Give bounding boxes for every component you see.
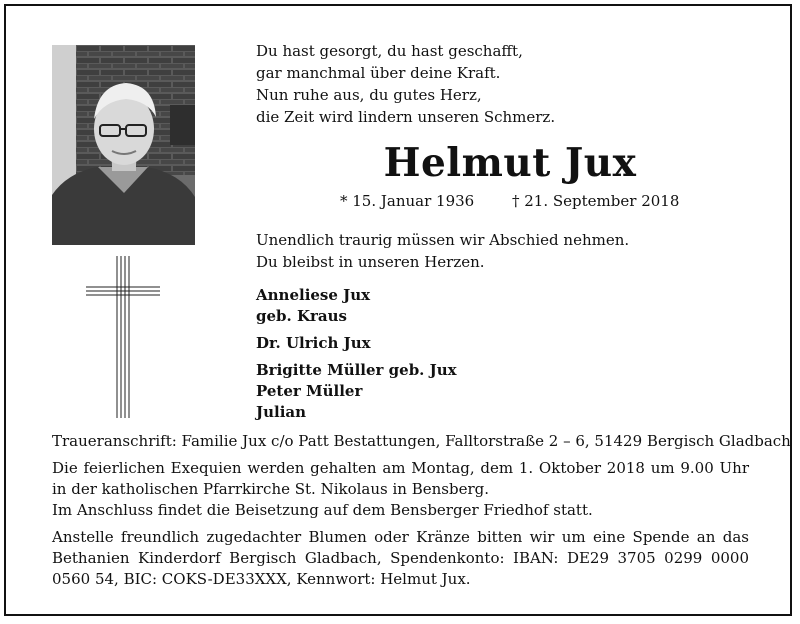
poem-line: Nun ruhe aus, du gutes Herz, — [256, 86, 482, 104]
family-member: Julian — [256, 403, 307, 421]
poem-line: Du hast gesorgt, du hast geschafft, — [256, 42, 523, 60]
family-member: Dr. Ulrich Jux — [256, 334, 371, 352]
poem-line: gar manchmal über deine Kraft. — [256, 64, 501, 82]
cross-icon — [84, 254, 162, 424]
portrait-photo — [52, 45, 195, 245]
family-signatures — [256, 285, 457, 429]
burial-info: Im Anschluss findet die Beisetzung auf dem Bensberger Friedhof statt. — [52, 501, 593, 519]
birth-date: * 15. Januar 1936 — [340, 192, 475, 210]
family-member: geb. Kraus — [256, 307, 347, 325]
mourning-address: Traueranschrift: Familie Jux c/o Patt Bestattungen, Falltorstraße 2 – 6, 51429 Bergisch Gladbach — [52, 432, 791, 450]
mourning-text — [256, 229, 629, 273]
poem-line: die Zeit wird lindern unseren Schmerz. — [256, 108, 556, 126]
family-member: Peter Müller — [256, 382, 363, 400]
family-group — [256, 333, 457, 354]
service-info — [52, 431, 791, 596]
family-group — [256, 360, 457, 423]
family-group — [256, 285, 457, 327]
death-date: † 21. September 2018 — [512, 192, 680, 210]
poem — [256, 40, 756, 128]
mourning-line: Du bleibst in unseren Herzen. — [256, 253, 485, 271]
exequies-info: Die feierlichen Exequien werden gehalten am Montag, dem 1. Oktober 2018 um 9.00 Uhr in der katholischen Pfarrkirche St. Nikolaus in Bensberg. — [52, 459, 749, 498]
family-member: Brigitte Müller geb. Jux — [256, 361, 457, 379]
family-member: Anneliese Jux — [256, 286, 371, 304]
donation-info: Anstelle freundlich zugedachter Blumen oder Kränze bitten wir um eine Spende an das Bethanien Kinderdorf Bergisch Gladbach, Spendenkonto: IBAN: DE29 3705 0299 0000 0560 54, BIC: COKS-DE33XXX, Kennwort: Helmut Jux. — [52, 528, 749, 588]
life-dates — [340, 191, 680, 211]
deceased-name: Helmut Jux — [383, 140, 637, 186]
mourning-line: Unendlich traurig müssen wir Abschied nehmen. — [256, 231, 630, 249]
